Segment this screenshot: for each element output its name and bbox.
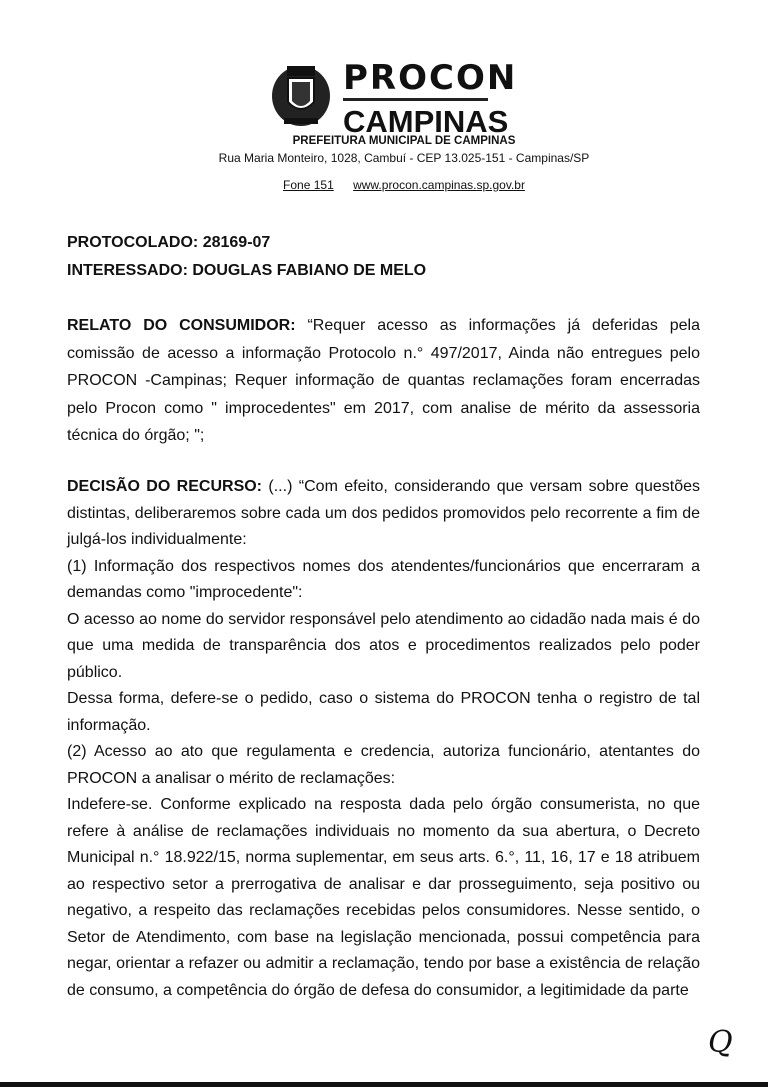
protocolado: PROTOCOLADO: 28169-07 — [67, 234, 271, 251]
relato-label: RELATO DO CONSUMIDOR: — [67, 317, 296, 334]
decisao-label: DECISÃO DO RECURSO: — [67, 478, 263, 495]
decisao-intro: (...) “Com efeito, considerando que versam sobre questões distintas, deliberaremos sobre cada um dos pedidos promovidos pelo recorrente a fim de julgá-los individualmente: — [67, 478, 700, 548]
contact-line — [0, 178, 768, 192]
prefeitura-label: PREFEITURA MUNICIPAL DE CAMPINAS — [292, 135, 516, 147]
paragraph: (2) Acesso ao ato que regulamenta e credencia, autoriza funcionário, atentantes do PROCON a analisar o mérito de reclamações: — [67, 743, 700, 787]
interessado: INTERESSADO: DOUGLAS FABIANO DE MELO — [67, 261, 427, 279]
paragraph: Dessa forma, defere-se o pedido, caso o sistema do PROCON tenha o registro de tal informação. — [67, 690, 700, 734]
coat-of-arms-logo — [270, 58, 332, 128]
address: Rua Maria Monteiro, 1028, Cambuí - CEP 13.025-151 - Campinas/SP — [218, 151, 590, 165]
website-link[interactable]: www.procon.campinas.sp.gov.br — [353, 178, 525, 192]
paragraph: O acesso ao nome do servidor responsável pelo atendimento ao cidadão nada mais é do que uma medida de transparência dos atos e procedimentos realizados pelo poder público. — [67, 610, 700, 681]
relato-section — [67, 312, 700, 450]
scan-edge — [0, 1082, 768, 1087]
logo-divider — [343, 98, 488, 101]
logo-subtitle: CAMPINAS — [343, 104, 509, 139]
relato-text: “Requer acesso as informações já deferidas pela comissão de acesso a informação Protocolo n.° 497/2017, Ainda não entregues pelo PROCON -Campinas; Requer informação de quantas reclamações foram encerradas pelo Procon como " improcedentes" em 2017, com analise de mérito da assessoria técnica do órgão; "; — [67, 317, 701, 444]
decisao-section — [67, 474, 700, 1004]
phone: Fone 151 — [283, 178, 334, 192]
handwritten-initials: Q — [708, 1025, 733, 1060]
logo-title: PROCON — [343, 58, 518, 98]
paragraph: Indefere-se. Conforme explicado na resposta dada pelo órgão consumerista, no que refere à análise de reclamações individuais no momento da sua abertura, o Decreto Municipal n.° 18.922/15, norma suplementar, em seus arts. 6.°, 11, 16, 17 e 18 atribuem ao respectivo setor a prerrogativa de analisar e dar prosseguimento, seja positivo ou negativo, a respeito das reclamações recebidas pelos consumidores. Nesse sentido, o Setor de Atendimento, com base na legislação mencionada, possui competência para negar, orientar a refazer ou admitir a reclamação, tendo por base a existência de relação de consumo, a competência do órgão de defesa do consumidor, a legitimidade da parte — [67, 796, 700, 999]
document-header — [67, 229, 700, 284]
paragraph: (1) Informação dos respectivos nomes dos atendentes/funcionários que encerraram a demandas como "improcedente": — [67, 557, 700, 601]
